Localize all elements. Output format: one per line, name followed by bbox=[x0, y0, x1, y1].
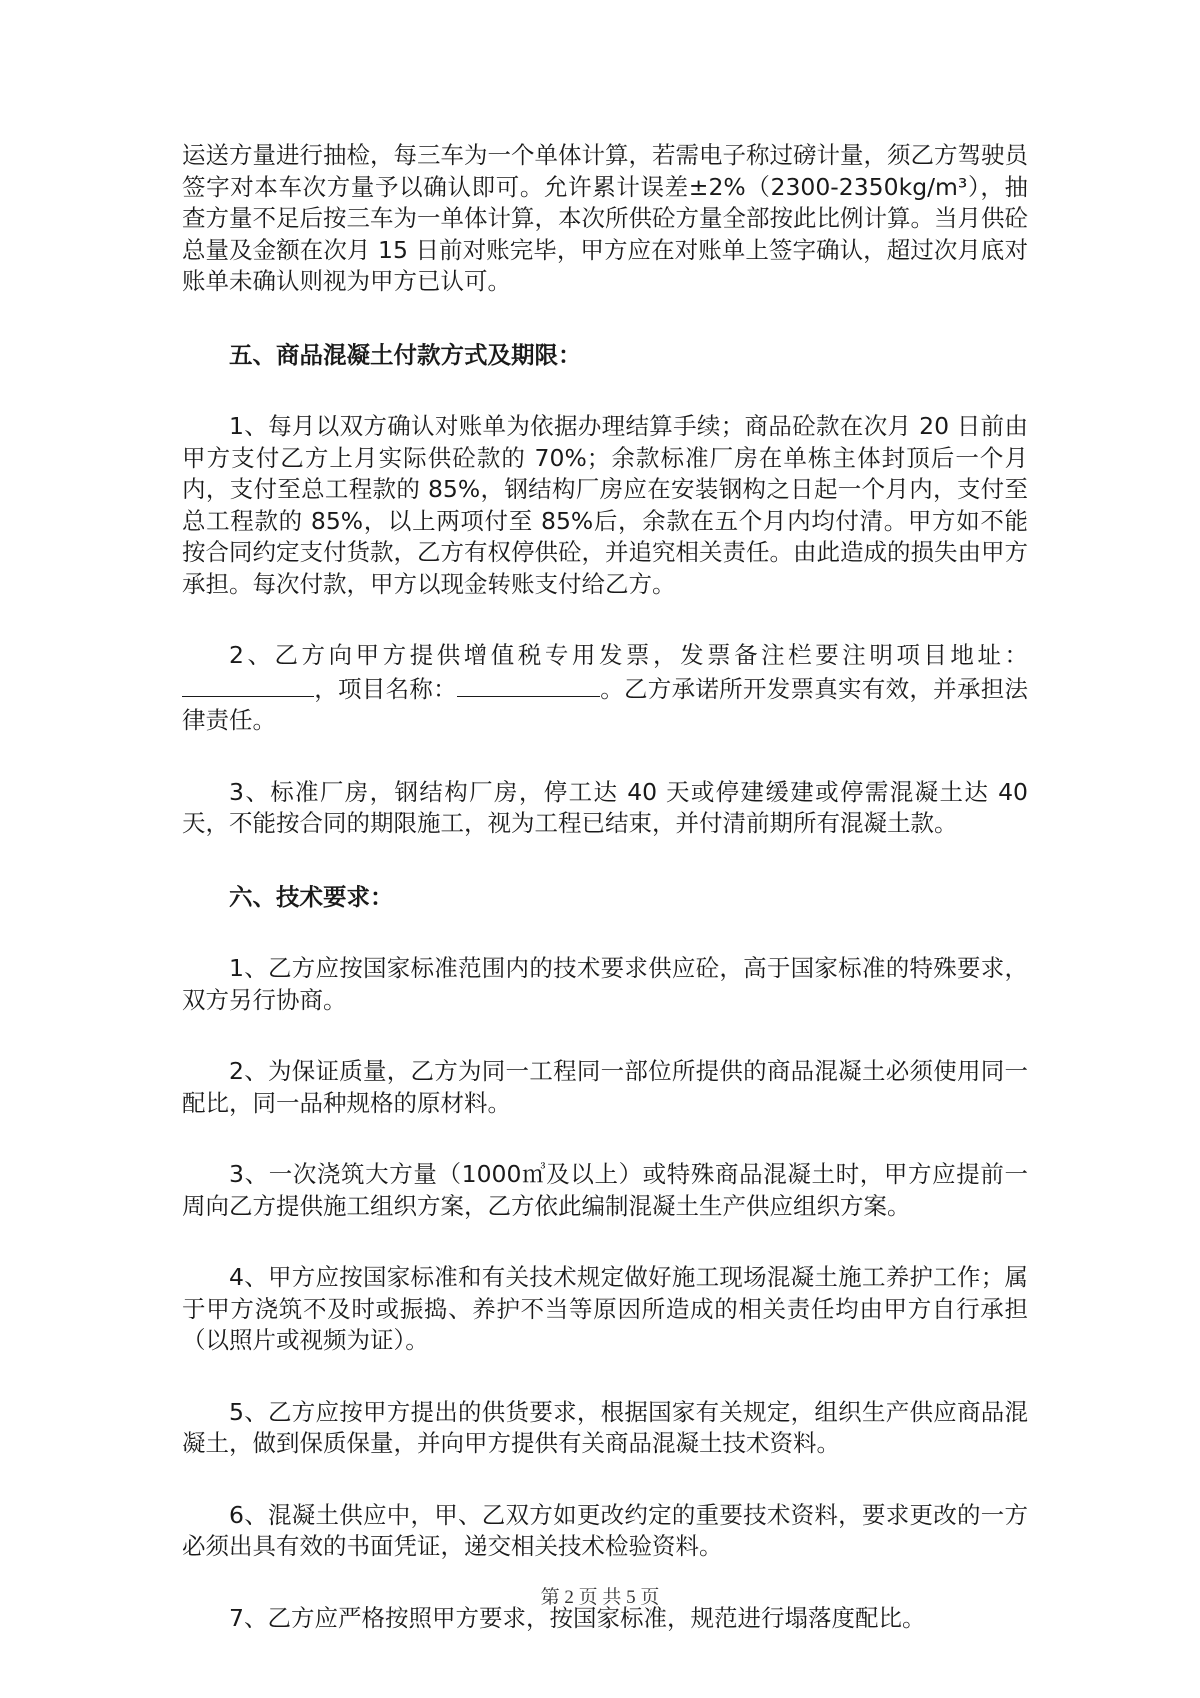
item-2-text-end: 。乙方承诺所开发票真实有效，并承担法律责任。 bbox=[182, 674, 1029, 734]
item-2-text-start: 2、乙方向甲方提供增值税专用发票，发票备注栏要注明项目地址： bbox=[229, 641, 1028, 669]
section-6-item-1: 1、乙方应按国家标准范围内的技术要求供应砼，高于国家标准的特殊要求，双方另行协商。 bbox=[182, 954, 1028, 1014]
project-address-blank bbox=[182, 672, 314, 697]
continuation-paragraph: 运送方量进行抽检，每三车为一个单体计算，若需电子称过磅计量，须乙方驾驶员签字对本车次方量予以确认即可。允许累计误差±2%（2300-2350kg/m³），抽查方量不足后按三车为一单体计算，本次所供砼方量全部按此比例计算。当月供砼总量及金额在次月 15 日前对账完毕，甲方应在对账单上签字确认，超过次月底对账单未确认则视为甲方已认可。 bbox=[182, 141, 1028, 295]
section-6-item-4: 4、甲方应按国家标准和有关技术规定做好施工现场混凝土施工养护工作；属于甲方浇筑不及时或振捣、养护不当等原因所造成的相关责任均由甲方自行承担（以照片或视频为证）。 bbox=[182, 1263, 1028, 1354]
section-6-item-5: 5、乙方应按甲方提出的供货要求，根据国家有关规定，组织生产供应商品混凝土，做到保质保量，并向甲方提供有关商品混凝土技术资料。 bbox=[182, 1397, 1028, 1457]
section-5-item-3: 3、标准厂房，钢结构厂房，停工达 40 天或停建缓建或停需混凝土达 40 天，不能按合同的期限施工，视为工程已结束，并付清前期所有混凝土款。 bbox=[182, 777, 1028, 837]
section-6-item-7: 7、乙方应严格按照甲方要求，按国家标准，规范进行塌落度配比。 bbox=[229, 1603, 926, 1632]
item-2-text-middle: ，项目名称： bbox=[314, 674, 457, 703]
section-5-title: 五、商品混凝土付款方式及期限： bbox=[229, 340, 582, 369]
project-name-blank bbox=[457, 672, 600, 697]
section-5-item-1: 1、每月以双方确认对账单为依据办理结算手续；商品砼款在次月 20 日前由甲方支付乙方上月实际供砼款的 70%；余款标准厂房在单栋主体封顶后一个月内，支付至总工程款的 85%，钢结构厂房应在安装钢构之日起一个月内，支付至总工程款的 85%，以上两项付至 85%后，余款在五个月内均付清。甲方如不能按合同约定支付货款，乙方有权停供砼，并追究相关责任。由此造成的损失由甲方承担。每次付款，甲方以现金转账支付给乙方。 bbox=[182, 412, 1028, 598]
section-5-item-2 bbox=[182, 640, 1028, 737]
section-6-item-6: 6、混凝土供应中，甲、乙双方如更改约定的重要技术资料，要求更改的一方必须出具有效的书面凭证，递交相关技术检验资料。 bbox=[182, 1500, 1028, 1560]
page-number-footer: 第 2 页 共 5 页 bbox=[540, 1587, 660, 1608]
section-6-item-3: 3、一次浇筑大方量（1000㎥及以上）或特殊商品混凝土时，甲方应提前一周向乙方提供施工组织方案，乙方依此编制混凝土生产供应组织方案。 bbox=[182, 1160, 1028, 1220]
section-6-item-2: 2、为保证质量，乙方为同一工程同一部位所提供的商品混凝土必须使用同一配比，同一品种规格的原材料。 bbox=[182, 1057, 1028, 1117]
section-6-title: 六、技术要求： bbox=[229, 882, 394, 911]
document-body bbox=[182, 140, 1028, 1634]
